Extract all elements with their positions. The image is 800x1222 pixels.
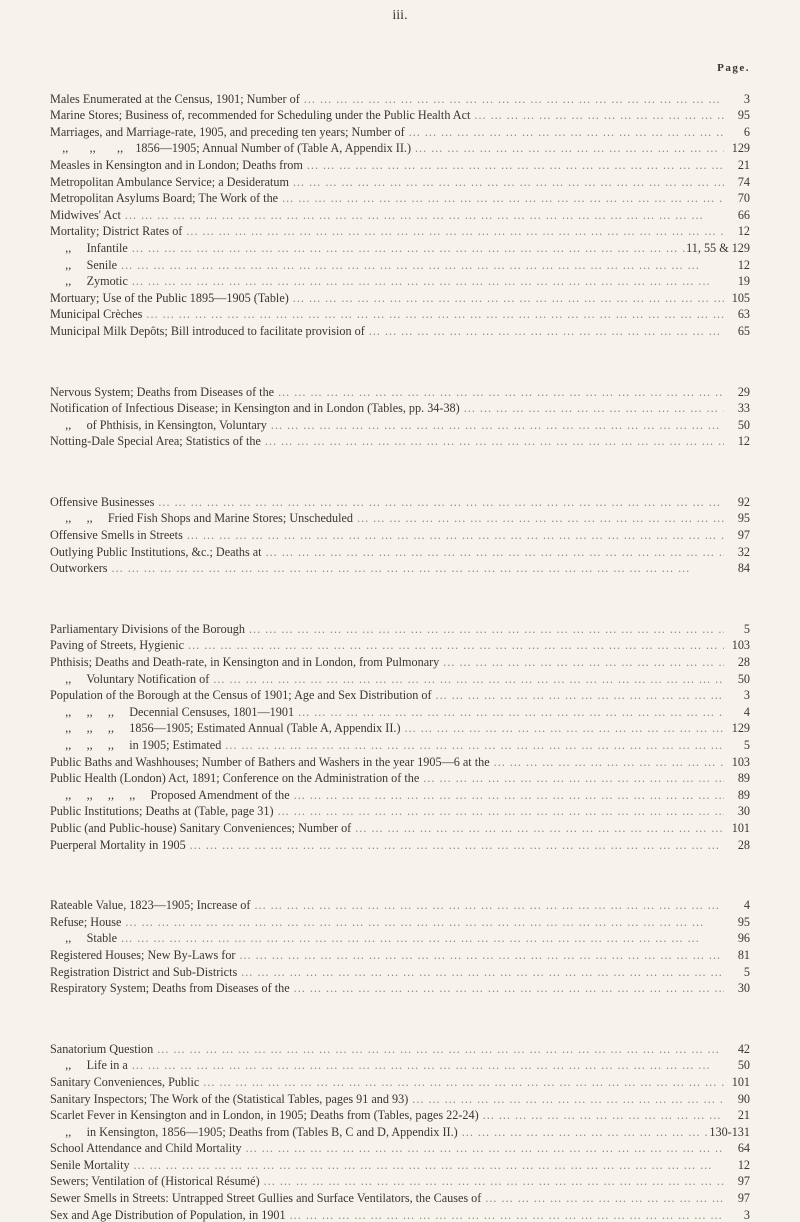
index-entry xyxy=(50,818,750,835)
index-entry xyxy=(50,735,750,752)
entry-page: 28 xyxy=(737,837,750,852)
index-entry xyxy=(50,1056,750,1073)
entry-text: Mortality; District Rates of xyxy=(50,224,183,239)
page-column-heading: Page. xyxy=(717,62,750,74)
entry-page: 103 xyxy=(731,754,750,769)
dot-leader xyxy=(300,92,724,106)
dot-leader xyxy=(289,291,724,305)
dot-leader xyxy=(290,788,724,802)
dot-leader xyxy=(365,324,724,338)
dot-leader xyxy=(108,561,724,575)
entry-page: 3 xyxy=(743,91,750,106)
entry-page: 97 xyxy=(737,1191,750,1206)
entry-page: 90 xyxy=(737,1091,750,1106)
entry-text: Mortuary; Use of the Public 1895—1905 (Table) xyxy=(50,290,289,305)
index-group xyxy=(50,619,750,851)
index-entry xyxy=(50,962,750,979)
entry-page: 4 xyxy=(743,898,750,913)
entry-text: Males Enumerated at the Census, 1901; Number of xyxy=(50,91,300,106)
entry-page: 33 xyxy=(737,401,750,416)
entry-page: 12 xyxy=(737,1157,750,1172)
dot-leader xyxy=(261,434,724,448)
index-group xyxy=(50,89,750,338)
entry-page: 84 xyxy=(737,561,750,576)
entry-text: ,, in Kensington, 1856—1905; Deaths from (Tables B, C and D, Appendix II.) xyxy=(50,1124,458,1139)
index-entry xyxy=(50,669,750,686)
dot-leader xyxy=(408,1092,724,1106)
entry-page: 30 xyxy=(737,804,750,819)
entry-text: Parliamentary Divisions of the Borough xyxy=(50,621,245,636)
dot-leader xyxy=(237,965,724,979)
index-entry xyxy=(50,702,750,719)
index-entry xyxy=(50,652,750,669)
dot-leader xyxy=(286,1208,724,1222)
dot-leader xyxy=(458,1125,710,1139)
index-entry xyxy=(50,752,750,769)
dot-leader xyxy=(490,755,724,769)
entry-page: 32 xyxy=(737,544,750,559)
entry-text: Offensive Smells in Streets xyxy=(50,528,183,543)
entry-page: 6 xyxy=(743,124,750,139)
entry-text: ,, ,, ,, in 1905; Estimated xyxy=(50,738,222,752)
index-entry xyxy=(50,769,750,786)
entry-text: ,, Stable xyxy=(50,931,118,946)
entry-page: 3 xyxy=(743,1207,750,1222)
entry-page: 101 xyxy=(731,1074,750,1089)
index-entry xyxy=(50,139,750,156)
entry-page: 101 xyxy=(731,820,750,835)
index-entry xyxy=(50,835,750,852)
index-entry xyxy=(50,686,750,703)
group-separator xyxy=(50,448,750,492)
entry-page: 95 xyxy=(737,914,750,929)
entry-text: Registration District and Sub-Districts xyxy=(50,964,238,979)
dot-leader xyxy=(117,931,724,945)
entry-text: ,, ,, ,, Decennial Censuses, 1801—1901 xyxy=(50,704,295,719)
entry-text: Paving of Streets, Hygienic xyxy=(50,638,185,653)
entry-page: 5 xyxy=(743,964,750,979)
index-entry xyxy=(50,929,750,946)
dot-leader xyxy=(303,158,724,172)
entry-page: 95 xyxy=(737,511,750,526)
index-entry xyxy=(50,1205,750,1222)
index-entry xyxy=(50,559,750,576)
index-entry xyxy=(50,1122,750,1139)
entry-page: 103 xyxy=(731,638,750,653)
entry-text: Sewers; Ventilation of (Historical Résumé) xyxy=(50,1174,260,1189)
entry-page: 12 xyxy=(737,434,750,449)
index-entry xyxy=(50,255,750,272)
entry-page: 63 xyxy=(737,307,750,322)
dot-leader xyxy=(274,385,724,399)
entry-text: ,, Voluntary Notification of xyxy=(50,671,210,686)
index-entry xyxy=(50,122,750,139)
entry-text: ,, Senile xyxy=(50,257,118,272)
entry-text: Midwives' Act xyxy=(50,207,121,222)
entry-text: Sex and Age Distribution of Population, in 1901 xyxy=(50,1207,286,1222)
index-entry xyxy=(50,636,750,653)
entry-page: 95 xyxy=(737,108,750,123)
dot-leader xyxy=(460,401,724,415)
entry-page: 21 xyxy=(737,1108,750,1123)
entry-text: Offensive Businesses xyxy=(50,494,155,509)
index-entry xyxy=(50,415,750,432)
index-entry xyxy=(50,979,750,996)
index-entry xyxy=(50,492,750,509)
index-entry xyxy=(50,912,750,929)
entry-page: 29 xyxy=(737,384,750,399)
index-entry xyxy=(50,542,750,559)
index-entry xyxy=(50,432,750,449)
dot-leader xyxy=(294,705,724,719)
dot-leader xyxy=(278,191,724,205)
entry-text: ,, ,, Fried Fish Shops and Marine Stores; Unscheduled xyxy=(50,511,353,526)
index-entry xyxy=(50,1106,750,1123)
index-entry xyxy=(50,222,750,239)
entry-page: 19 xyxy=(737,274,750,289)
index-group xyxy=(50,1039,750,1222)
entry-text: ,, Zymotic xyxy=(50,274,128,289)
entry-page: 96 xyxy=(737,931,750,946)
entry-text: Refuse; House xyxy=(50,914,122,929)
index-entry xyxy=(50,382,750,399)
entry-page: 30 xyxy=(737,981,750,996)
entry-text: ,, Life in a xyxy=(50,1058,128,1073)
dot-leader xyxy=(121,915,724,929)
entry-text: ,, ,, ,, 1856—1905; Estimated Annual (Table A, Appendix II.) xyxy=(50,721,401,736)
entry-page: 97 xyxy=(737,1174,750,1189)
entry-page: 21 xyxy=(737,157,750,172)
dot-leader xyxy=(405,125,724,139)
index-entry xyxy=(50,205,750,222)
dot-leader xyxy=(182,224,724,238)
dot-leader xyxy=(121,208,724,222)
entry-page: 64 xyxy=(737,1141,750,1156)
entry-page: 5 xyxy=(743,621,750,636)
dot-leader xyxy=(262,545,724,559)
dot-leader xyxy=(290,981,724,995)
entry-text: Nervous System; Deaths from Diseases of the xyxy=(50,384,275,399)
dot-leader xyxy=(117,258,724,272)
dot-leader xyxy=(351,821,724,835)
index-entry xyxy=(50,1155,750,1172)
index-entry xyxy=(50,1172,750,1189)
dot-leader xyxy=(235,948,724,962)
index-entry xyxy=(50,172,750,189)
index-entry xyxy=(50,238,750,255)
index-entry xyxy=(50,272,750,289)
index-entry xyxy=(50,525,750,542)
entry-page: 130-131 xyxy=(709,1124,750,1139)
index-entry xyxy=(50,802,750,819)
entry-text: Population of the Borough at the Census of 1901; Age and Sex Distribution of xyxy=(50,688,432,703)
entry-page: 89 xyxy=(737,771,750,786)
dot-leader xyxy=(439,655,724,669)
entry-text: Metropolitan Ambulance Service; a Desideratum xyxy=(50,174,289,189)
index-entry xyxy=(50,305,750,322)
entry-page: 50 xyxy=(737,1058,750,1073)
entry-page: 66 xyxy=(737,207,750,222)
index-group xyxy=(50,382,750,448)
index-entry xyxy=(50,1039,750,1056)
entry-text: ,, Infantile xyxy=(50,240,128,255)
entry-text: Registered Houses; New By-Laws for xyxy=(50,947,236,962)
entry-text: Public Institutions; Deaths at (Table, page 31) xyxy=(50,804,274,819)
entry-text: Outlying Public Institutions, &c.; Deaths at xyxy=(50,544,262,559)
entry-text: Sanitary Conveniences, Public xyxy=(50,1074,200,1089)
index-entry xyxy=(50,619,750,636)
entry-page: 42 xyxy=(737,1041,750,1056)
entry-text: Notification of Infectious Disease; in Kensington and in London (Tables, pp. 34-38) xyxy=(50,401,460,416)
dot-leader xyxy=(183,528,724,542)
entry-text: Scarlet Fever in Kensington and in London, in 1905; Deaths from (Tables, pages 22-24) xyxy=(50,1108,479,1123)
dot-leader xyxy=(186,838,724,852)
dot-leader xyxy=(128,1058,724,1072)
dot-leader xyxy=(242,1141,724,1155)
index-list xyxy=(50,89,750,1222)
dot-leader xyxy=(199,1075,724,1089)
index-entry xyxy=(50,89,750,106)
index-entry xyxy=(50,189,750,206)
dot-leader xyxy=(419,771,724,785)
entry-text: Notting-Dale Special Area; Statistics of the xyxy=(50,434,261,449)
entry-page: 74 xyxy=(737,174,750,189)
entry-text: Measles in Kensington and in London; Deaths from xyxy=(50,157,303,172)
entry-text: ,, of Phthisis, in Kensington, Voluntary xyxy=(50,417,267,432)
entry-page: 105 xyxy=(731,290,750,305)
page-number: iii. xyxy=(392,8,408,23)
entry-text: Marriages, and Marriage-rate, 1905, and preceding ten years; Number of xyxy=(50,124,405,139)
dot-leader xyxy=(479,1108,724,1122)
index-entry xyxy=(50,785,750,802)
dot-leader xyxy=(289,175,724,189)
dot-leader xyxy=(481,1191,724,1205)
entry-page: 65 xyxy=(737,323,750,338)
dot-leader xyxy=(260,1174,724,1188)
index-group xyxy=(50,896,750,996)
dot-leader xyxy=(411,141,724,155)
index-entry xyxy=(50,399,750,416)
dot-leader xyxy=(153,1042,724,1056)
dot-leader xyxy=(432,688,724,702)
entry-text: Municipal Milk Depôts; Bill introduced to facilitate provision of xyxy=(50,323,365,338)
group-separator xyxy=(50,338,750,382)
entry-page: 12 xyxy=(737,224,750,239)
entry-text: ,, ,, ,, ,, Proposed Amendment of the xyxy=(50,787,290,802)
dot-leader xyxy=(128,241,686,255)
index-entry xyxy=(50,719,750,736)
index-entry xyxy=(50,1072,750,1089)
entry-text: Sanatorium Question xyxy=(50,1041,154,1056)
entry-text: School Attendance and Child Mortality xyxy=(50,1141,242,1156)
entry-text: Sanitary Inspectors; The Work of the (Statistical Tables, pages 91 and 93) xyxy=(50,1091,409,1106)
entry-page: 129 xyxy=(731,141,750,156)
entry-text: Outworkers xyxy=(50,561,108,576)
index-entry xyxy=(50,155,750,172)
index-entry xyxy=(50,1089,750,1106)
entry-text: Senile Mortality xyxy=(50,1157,130,1172)
entry-page: 5 xyxy=(743,738,750,752)
entry-page: 50 xyxy=(737,671,750,686)
index-entry xyxy=(50,896,750,913)
entry-page: 92 xyxy=(737,494,750,509)
entry-page: 97 xyxy=(737,528,750,543)
dot-leader xyxy=(274,804,724,818)
group-separator xyxy=(50,995,750,1039)
dot-leader xyxy=(470,108,724,122)
dot-leader xyxy=(353,511,724,525)
entry-page: 129 xyxy=(731,721,750,736)
entry-page: 11, 55 & 129 xyxy=(686,240,750,255)
index-entry xyxy=(50,1188,750,1205)
entry-page: 70 xyxy=(737,191,750,206)
group-separator xyxy=(50,852,750,896)
entry-page: 28 xyxy=(737,655,750,670)
index-entry xyxy=(50,509,750,526)
dot-leader xyxy=(128,274,724,288)
dot-leader xyxy=(221,738,724,752)
entry-page: 50 xyxy=(737,417,750,432)
index-group xyxy=(50,492,750,575)
entry-page: 4 xyxy=(743,704,750,719)
entry-text: Respiratory System; Deaths from Diseases of the xyxy=(50,981,290,996)
group-separator xyxy=(50,575,750,619)
entry-text: Puerperal Mortality in 1905 xyxy=(50,837,186,852)
index-entry xyxy=(50,945,750,962)
dot-leader xyxy=(142,307,724,321)
index-entry xyxy=(50,1139,750,1156)
index-entry xyxy=(50,321,750,338)
dot-leader xyxy=(250,898,724,912)
entry-text: Public Health (London) Act, 1891; Conference on the Administration of the xyxy=(50,771,420,786)
entry-text: Sewer Smells in Streets: Untrapped Street Gullies and Surface Ventilators, the Causes of xyxy=(50,1191,482,1206)
dot-leader xyxy=(154,495,724,509)
entry-text: Public (and Public-house) Sanitary Conveniences; Number of xyxy=(50,820,352,835)
dot-leader xyxy=(184,638,724,652)
dot-leader xyxy=(267,418,724,432)
entry-text: Public Baths and Washhouses; Number of Bathers and Washers in the year 1905—6 at the xyxy=(50,754,490,769)
entry-text: Metropolitan Asylums Board; The Work of the xyxy=(50,191,279,206)
entry-text: Marine Stores; Business of, recommended for Scheduling under the Public Health Act xyxy=(50,108,471,123)
entry-text: Phthisis; Deaths and Death-rate, in Kensington and in London, from Pulmonary xyxy=(50,655,440,670)
index-entry xyxy=(50,288,750,305)
dot-leader xyxy=(130,1158,724,1172)
entry-page: 81 xyxy=(737,947,750,962)
index-entry xyxy=(50,106,750,123)
dot-leader xyxy=(401,721,724,735)
entry-page: 3 xyxy=(743,688,750,703)
entry-page: 12 xyxy=(737,257,750,272)
entry-text: ,, ,, ,, 1856—1905; Annual Number of (Table A, Appendix II.) xyxy=(50,141,411,156)
entry-text: Municipal Crèches xyxy=(50,307,143,322)
entry-text: Rateable Value, 1823—1905; Increase of xyxy=(50,898,251,913)
dot-leader xyxy=(209,672,724,686)
dot-leader xyxy=(245,622,724,636)
entry-page: 89 xyxy=(737,787,750,802)
